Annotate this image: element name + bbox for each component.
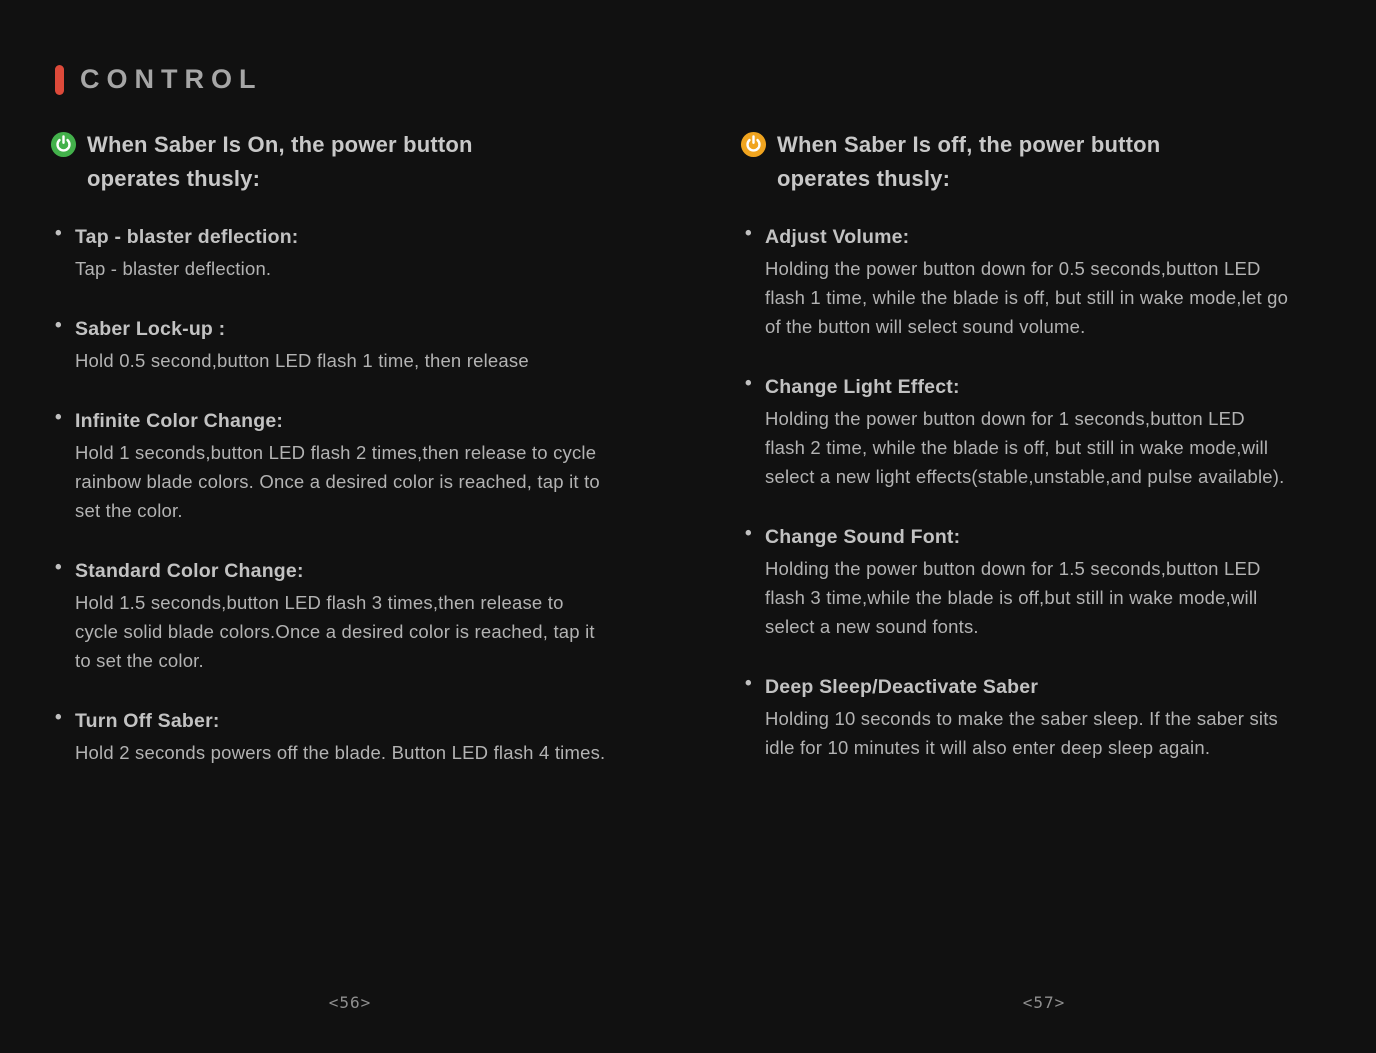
- page-number-right: <57>: [1022, 993, 1066, 1012]
- instruction-list: [740, 222, 1348, 762]
- item-body: Holding the power button down for 1 seconds,button LED flash 2 time, while the blade is off, but still in wake mode,will select a new light effects(stable,unstable,and pulse available).: [765, 408, 1285, 487]
- column-heading-text: When Saber Is On, the power button operates thusly:: [87, 132, 473, 191]
- list-item: [740, 372, 1348, 491]
- page-title: CONTROL: [80, 64, 263, 94]
- page-number-left: <56>: [328, 993, 372, 1012]
- item-title: • Adjust Volume:: [765, 226, 910, 248]
- column-heading-text: When Saber Is off, the power button operates thusly:: [777, 132, 1161, 191]
- section-header: [55, 64, 262, 95]
- item-title: • Change Light Effect:: [765, 376, 960, 398]
- list-item: [50, 222, 650, 283]
- column-saber-off: [740, 128, 1348, 793]
- column-heading: [740, 128, 1348, 196]
- list-item: [50, 314, 650, 375]
- list-item: [50, 556, 650, 675]
- power-on-icon: [50, 131, 77, 158]
- item-title: • Saber Lock-up :: [75, 318, 226, 340]
- item-body: Holding the power button down for 0.5 seconds,button LED flash 1 time, while the blade is off, but still in wake mode,let go of the button will select sound volume.: [765, 258, 1289, 337]
- column-heading: [50, 128, 650, 196]
- item-title: • Infinite Color Change:: [75, 410, 284, 432]
- instruction-list: [50, 222, 650, 767]
- item-title: • Turn Off Saber:: [75, 710, 220, 732]
- list-item: [50, 706, 650, 767]
- power-off-icon: [740, 131, 767, 158]
- column-saber-on: [50, 128, 650, 798]
- red-accent-bar: [55, 65, 64, 95]
- item-title: • Change Sound Font:: [765, 526, 961, 548]
- item-body: Holding 10 seconds to make the saber sleep. If the saber sits idle for 10 minutes it will also enter deep sleep again.: [765, 708, 1279, 758]
- item-body: Hold 1 seconds,button LED flash 2 times,then release to cycle rainbow blade colors. Once a desired color is reached, tap it to set the color.: [75, 442, 600, 521]
- list-item: [50, 406, 650, 525]
- item-title: • Standard Color Change:: [75, 560, 304, 582]
- list-item: [740, 222, 1348, 341]
- item-body: Hold 2 seconds powers off the blade. Button LED flash 4 times.: [75, 742, 606, 763]
- list-item: [740, 522, 1348, 641]
- item-title: • Tap - blaster deflection:: [75, 226, 299, 248]
- item-body: Holding the power button down for 1.5 seconds,button LED flash 3 time,while the blade is off,but still in wake mode,will select a new sound fonts.: [765, 558, 1261, 637]
- item-body: Tap - blaster deflection.: [75, 258, 272, 279]
- item-body: Hold 1.5 seconds,button LED flash 3 times,then release to cycle solid blade colors.Once a desired color is reached, tap it to set the color.: [75, 592, 595, 671]
- item-body: Hold 0.5 second,button LED flash 1 time, then release: [75, 350, 529, 371]
- item-title: • Deep Sleep/Deactivate Saber: [765, 676, 1039, 698]
- list-item: [740, 672, 1348, 762]
